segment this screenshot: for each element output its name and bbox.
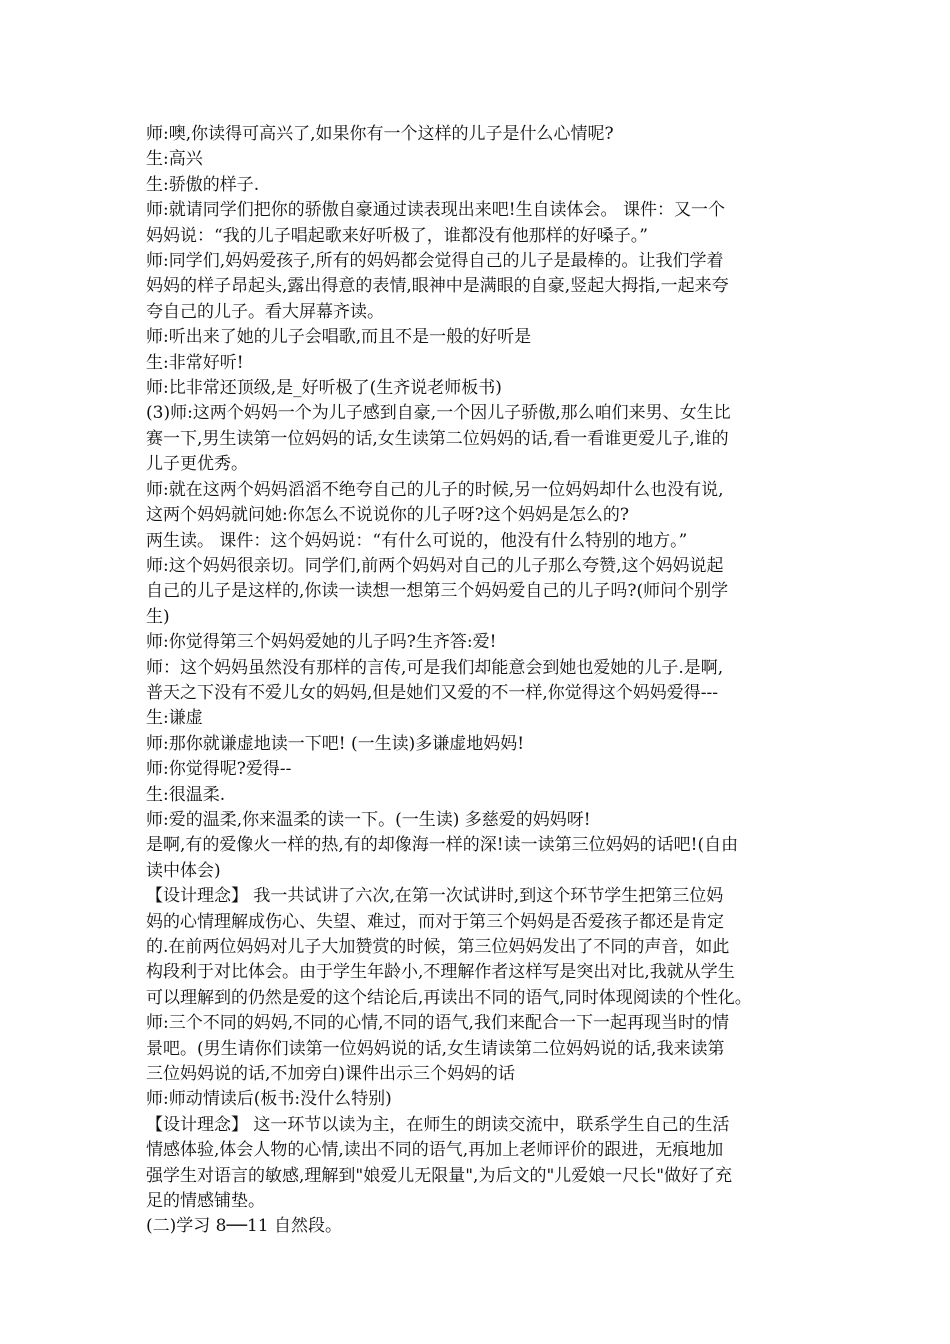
text-line: 可以理解到的仍然是爱的这个结论后,再读出不同的语气,同时体现阅读的个性化。 [146, 987, 752, 1008]
text-line: 【设计理念】 这一环节以读为主，在师生的朗读交流中，联系学生自己的生活 [146, 1114, 730, 1135]
text-line: (二)学习 8──11 自然段。 [146, 1216, 342, 1237]
text-line: 师：这个妈妈虽然没有那样的言传,可是我们却能意会到她也爱她的儿子.是啊, [146, 657, 724, 678]
text-line: 师:就在这两个妈妈滔滔不绝夸自己的儿子的时候,另一位妈妈却什么也没有说, [146, 479, 724, 500]
text-line: 生) [146, 606, 170, 627]
text-line: 师:这个妈妈很亲切。同学们,前两个妈妈对自己的儿子那么夸赞,这个妈妈说起 [146, 555, 724, 576]
text-line: 自己的儿子是这样的,你读一读想一想第三个妈妈爱自己的儿子吗?(师问个别学 [146, 581, 729, 602]
text-line: 读中体会) [146, 860, 221, 881]
text-line: 师:同学们,妈妈爱孩子,所有的妈妈都会觉得自己的儿子是最棒的。让我们学着 [146, 251, 724, 272]
text-line: 强学生对语言的敏感,理解到"娘爱儿无限量",为后文的"儿爱娘一尺长"做好了充 [146, 1165, 733, 1186]
text-line: 师:就请同学们把你的骄傲自豪通过读表现出来吧!生自读体会。 课件：又一个 [146, 200, 725, 221]
text-line: 师:爱的温柔,你来温柔的读一下。(一生读) 多慈爱的妈妈呀! [146, 809, 591, 830]
text-line: 的.在前两位妈妈对儿子大加赞赏的时候，第三位妈妈发出了不同的声音，如此 [146, 937, 730, 957]
text-line: 两生读。 课件：这个妈妈说：“有什么可说的，他没有什么特别的地方。” [146, 530, 688, 551]
text-line: 师:你觉得第三个妈妈爱她的儿子吗?生齐答:爱! [146, 632, 497, 653]
text-line: 生:高兴 [146, 149, 203, 170]
text-line: 师:你觉得呢?爱得-- [146, 759, 292, 780]
text-line: 构段利于对比体会。由于学生年龄小,不理解作者这样写是突出对比,我就从学生 [146, 962, 735, 983]
text-line: 妈妈的样子昂起头,露出得意的表情,眼神中是满眼的自豪,竖起大拇指,一起来夸 [146, 276, 729, 297]
text-line: 师:比非常还顶级,是_好听极了(生齐说老师板书) [146, 378, 502, 399]
text-line: 生:很温柔. [146, 784, 226, 805]
text-line: 景吧。(男生请你们读第一位妈妈说的话,女生请读第二位妈妈说的话,我来读第 [146, 1038, 725, 1059]
text-line: 生:谦虚 [146, 708, 203, 729]
document-body [146, 122, 806, 1240]
text-line: 师:三个不同的妈妈,不同的心情,不同的语气,我们来配合一下一起再现当时的情 [146, 1013, 729, 1034]
text-line: 足的情感铺垫。 [146, 1191, 265, 1212]
text-line: 是啊,有的爱像火一样的热,有的却像海一样的深!读一读第三位妈妈的话吧!(自由 [146, 835, 739, 856]
text-line: (3)师:这两个妈妈一个为儿子感到自豪,一个因儿子骄傲,那么咱们来男、女生比 [146, 403, 731, 424]
text-line: 生:骄傲的样子. [146, 174, 260, 195]
text-line: 师:听出来了她的儿子会唱歌,而且不是一般的好听是 [146, 327, 532, 348]
text-line: 师:噢,你读得可高兴了,如果你有一个这样的儿子是什么心情呢? [146, 124, 614, 144]
text-line: 师:师动情读后(板书:没什么特别) [146, 1089, 392, 1110]
text-line: 赛一下,男生读第一位妈妈的话,女生读第二位妈妈的话,看一看谁更爱儿子,谁的 [146, 428, 729, 449]
text-line: 夸自己的儿子。看大屏幕齐读。 [146, 301, 384, 322]
text-line: 【设计理念】 我一共试讲了六次,在第一次试讲时,到这个环节学生把第三位妈 [146, 886, 724, 907]
text-line: 普天之下没有不爱儿女的妈妈,但是她们又爱的不一样,你觉得这个妈妈爱得--- [146, 682, 719, 703]
text-line: 情感体验,体会人物的心情,读出不同的语气,再加上老师评价的跟进，无痕地加 [146, 1140, 724, 1161]
text-line: 妈的心情理解成伤心、失望、难过，而对于第三个妈妈是否爱孩子都还是肯定 [146, 911, 724, 932]
text-line: 这两个妈妈就问她:你怎么不说说你的儿子呀?这个妈妈是怎么的? [146, 505, 629, 526]
text-line: 生:非常好听! [146, 352, 244, 373]
text-line: 三位妈妈说的话,不加旁白)课件出示三个妈妈的话 [146, 1064, 516, 1085]
text-line: 师:那你就谦虚地读一下吧! (一生读)多谦虚地妈妈! [146, 733, 525, 754]
text-line: 妈妈说：“我的儿子唱起歌来好听极了，谁都没有他那样的好嗓子。” [146, 225, 648, 246]
text-line: 儿子更优秀。 [146, 454, 248, 475]
